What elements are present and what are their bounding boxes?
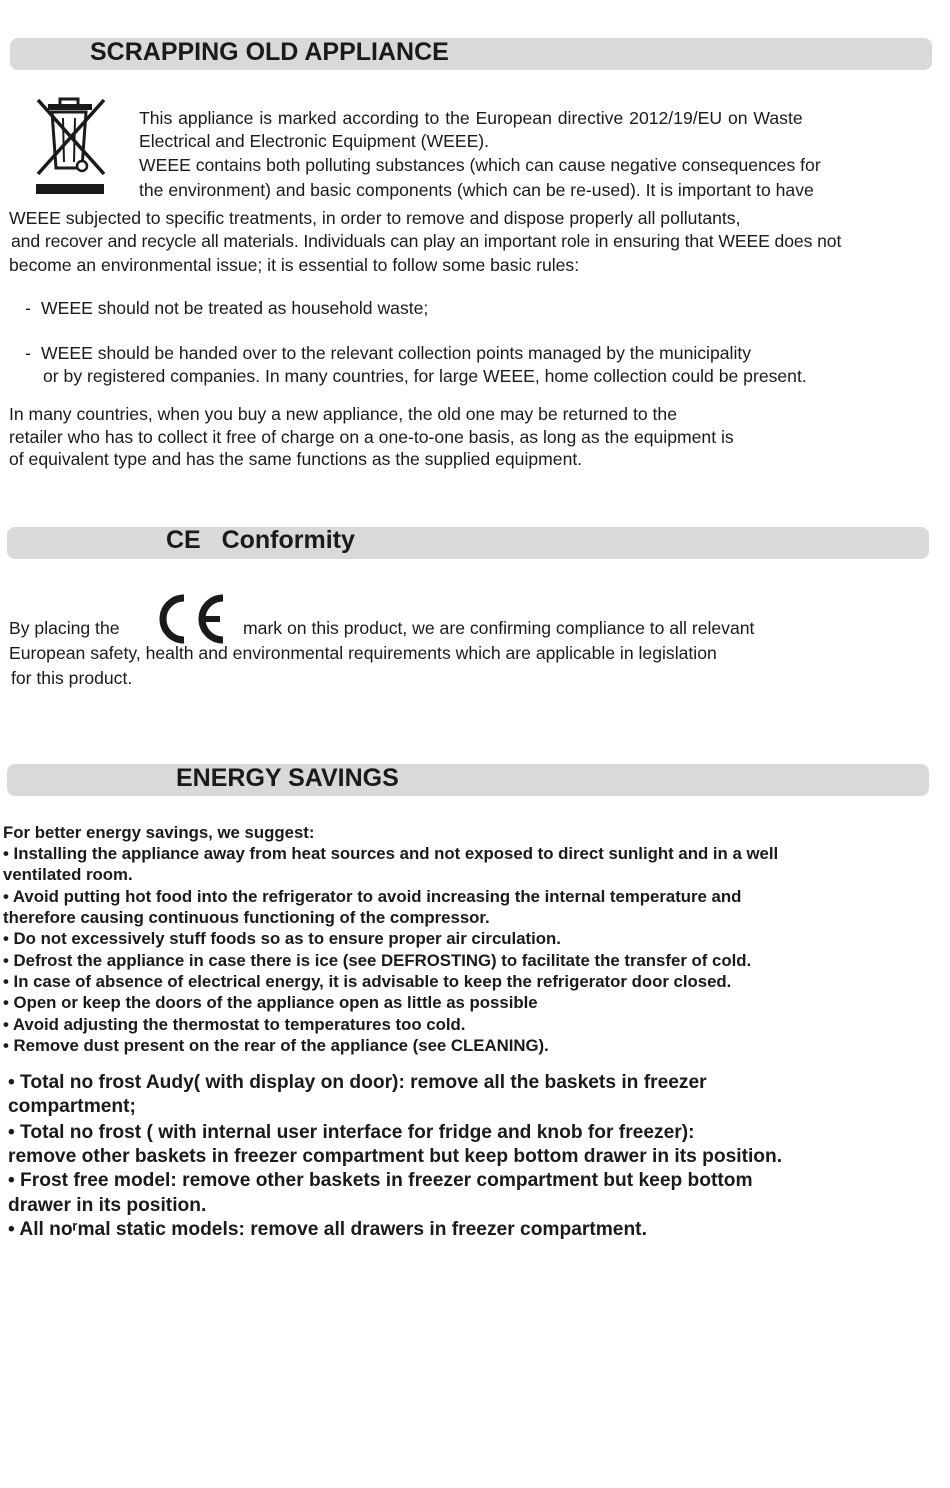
weee-intro-line: the environment) and basic components (which can be re-used). It is important to have: [139, 180, 814, 200]
energy-tip-line: therefore causing continuous functioning of the compressor.: [3, 908, 490, 927]
weee-rule-item: - WEEE should not be treated as household waste;: [25, 297, 428, 321]
dash-bullet: -: [25, 298, 31, 318]
section-title-conformity: CE Conformity: [166, 526, 355, 554]
energy-tip-line: ventilated room.: [3, 865, 133, 884]
weee-bin-icon: [30, 94, 110, 198]
removal-instruction-line: drawer in its position.: [8, 1195, 207, 1216]
energy-tip-line: • Avoid adjusting the thermostat to temperatures too cold.: [3, 1015, 466, 1034]
removal-instruction-line: remove other baskets in freezer compartment but keep bottom drawer in its position.: [8, 1146, 783, 1167]
section-header-bar-energy: [7, 764, 929, 796]
weee-body-line: become an environmental issue; it is essential to follow some basic rules:: [9, 255, 580, 275]
energy-tip-line: For better energy savings, we suggest:: [3, 823, 315, 842]
energy-tip-line: • Installing the appliance away from heat sources and not exposed to direct sunlight and in a well: [3, 844, 779, 863]
dash-bullet: -: [25, 343, 31, 363]
ce-line-3: for this product.: [11, 668, 133, 688]
section-title-scrapping: SCRAPPING OLD APPLIANCE: [90, 38, 449, 66]
weee-return-line: of equivalent type and has the same functions as the supplied equipment.: [9, 449, 583, 469]
ce-mark-text: CE: [157, 594, 159, 595]
energy-tip-line: • Do not excessively stuff foods so as to ensure proper air circulation.: [3, 929, 561, 948]
energy-tip-line: • Avoid putting hot food into the refrigerator to avoid increasing the internal temperature and: [3, 887, 742, 906]
ce-mark-icon: [157, 594, 227, 644]
energy-tip-line: • Open or keep the doors of the appliance open as little as possible: [3, 993, 538, 1012]
removal-instruction-line: • Frost free model: remove other baskets in freezer compartment but keep bottom: [8, 1170, 753, 1191]
weee-body-line: WEEE subjected to specific treatments, in order to remove and dispose properly all pollutants,: [9, 208, 741, 228]
ce-line-1-after: mark on this product, we are confirming compliance to all relevant: [243, 618, 755, 638]
weee-body-line: and recover and recycle all materials. Individuals can play an important role in ensuring that WEEE does not: [11, 231, 842, 251]
energy-tip-line: • In case of absence of electrical energy, it is advisable to keep the refrigerator door closed.: [3, 972, 732, 991]
section-title-energy: ENERGY SAVINGS: [176, 764, 399, 792]
weee-rule-item-continued: or by registered companies. In many countries, for large WEEE, home collection could be present.: [43, 366, 807, 386]
weee-intro-line: Electrical and Electronic Equipment (WEEE).: [139, 131, 490, 151]
weee-intro-line: This appliance is marked according to the European directive 2012/19/EU on Waste: [139, 108, 803, 128]
weee-rule-item: - WEEE should be handed over to the relevant collection points managed by the municipality: [25, 342, 751, 366]
weee-intro-line: WEEE contains both polluting substances (which can cause negative consequences for: [139, 155, 821, 175]
weee-return-line: In many countries, when you buy a new appliance, the old one may be returned to the: [9, 404, 678, 424]
removal-instruction-line: • Total no frost Audy( with display on door): remove all the baskets in freezer: [8, 1072, 707, 1093]
ce-line-1-before: By placing the: [9, 618, 120, 638]
energy-tip-line: • Defrost the appliance in case there is ice (see DEFROSTING) to facilitate the transfer of cold.: [3, 951, 752, 970]
section-header-bar-conformity: [7, 527, 929, 559]
weee-return-line: retailer who has to collect it free of charge on a one-to-one basis, as long as the equipment is: [9, 427, 734, 447]
ce-line-2: European safety, health and environmental requirements which are applicable in legislation: [9, 643, 717, 663]
removal-instruction-line: • Total no frost ( with internal user interface for fridge and knob for freezer):: [8, 1122, 695, 1143]
energy-tip-line: • Remove dust present on the rear of the appliance (see CLEANING).: [3, 1036, 549, 1055]
ce-mark-svg: [157, 594, 227, 644]
removal-instruction-line: compartment;: [8, 1096, 136, 1117]
removal-instruction-line: • All noʳmal static models: remove all drawers in freezer compartment.: [8, 1219, 647, 1240]
